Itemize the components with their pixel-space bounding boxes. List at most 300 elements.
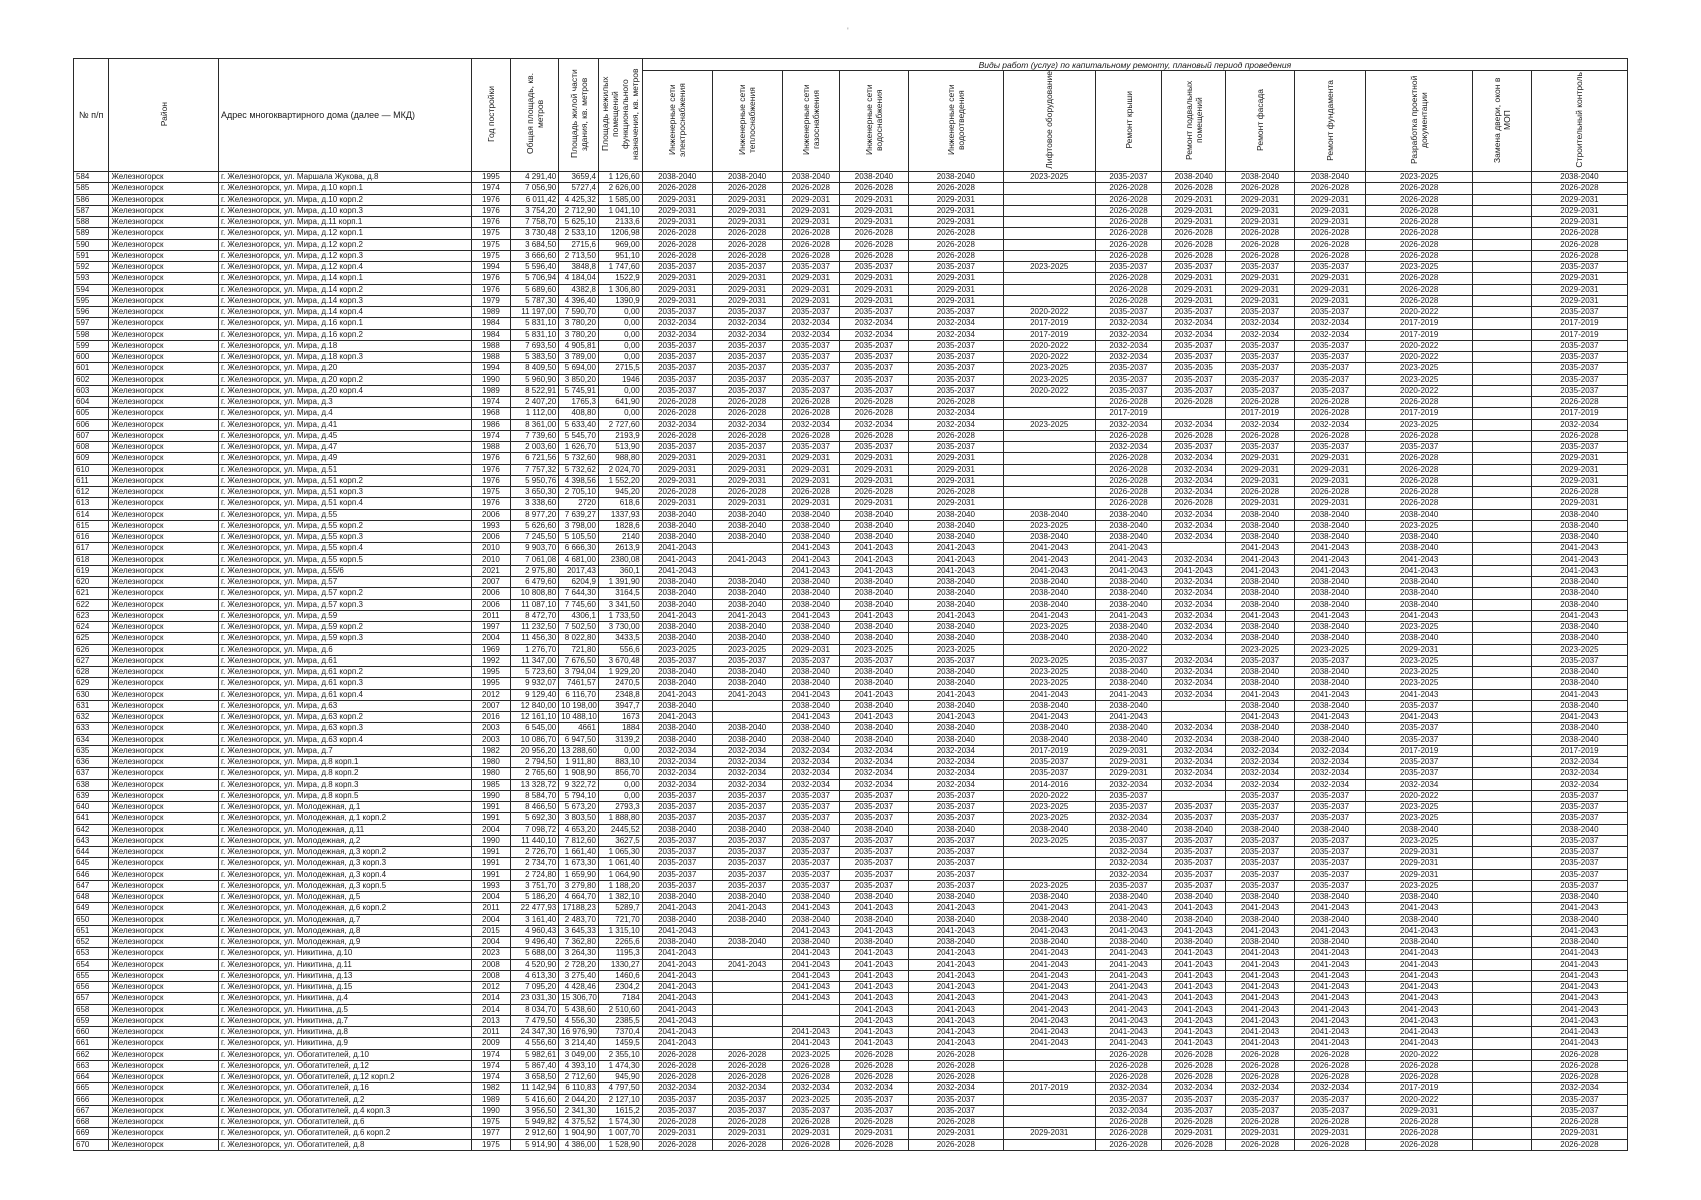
cell-nonresidential-area: 1 061,40: [598, 858, 642, 869]
cell-nonresidential-area: 3947,7: [598, 700, 642, 711]
cell-sewerage-networks: 2041-2043: [908, 982, 1003, 993]
cell-facade-repair: 2035-2037: [1226, 442, 1295, 453]
table-row: [74, 543, 1628, 554]
cell-heating-networks: 2032-2034: [712, 419, 782, 430]
cell-total-area: 5 787,30: [511, 295, 559, 306]
cell-mop-doors-windows: [1473, 273, 1531, 284]
cell-design-documentation: 2038-2040: [1365, 892, 1472, 903]
cell-address: г. Железногорск, ул. Мира, д.20 корп.4: [219, 385, 472, 396]
cell-construction-control: 2032-2034: [1531, 779, 1627, 790]
cell-address: г. Железногорск, ул. Мира, д.55 корп.3: [219, 532, 472, 543]
cell-electricity-networks: 2038-2040: [642, 172, 712, 183]
cell-mop-doors-windows: [1473, 925, 1531, 936]
cell-foundation-repair: 2035-2037: [1294, 1105, 1365, 1116]
cell-facade-repair: 2038-2040: [1226, 667, 1295, 678]
cell-roof-repair: 2032-2034: [1095, 1083, 1162, 1094]
cell-elevator-equipment: 2023-2025: [1003, 419, 1095, 430]
cell-year-built: 1974: [471, 1049, 511, 1060]
cell-gas-networks: 2035-2037: [782, 655, 839, 666]
cell-gas-networks: 2032-2034: [782, 329, 839, 340]
cell-roof-repair: 2032-2034: [1095, 352, 1162, 363]
cell-heating-networks: 2029-2031: [712, 475, 782, 486]
cell-district: Железногорск: [109, 655, 219, 666]
cell-basement-repair: 2032-2034: [1162, 678, 1226, 689]
cell-elevator-equipment: 2020-2022: [1003, 307, 1095, 318]
cell-gas-networks: 2032-2034: [782, 745, 839, 756]
cell-elevator-equipment: 2020-2022: [1003, 340, 1095, 351]
cell-district: Железногорск: [109, 622, 219, 633]
cell-elevator-equipment: [1003, 408, 1095, 419]
cell-living-area: 4382,8: [559, 284, 599, 295]
cell-gas-networks: 2038-2040: [782, 892, 839, 903]
cell-row-number: 642: [74, 824, 109, 835]
cell-sewerage-networks: 2038-2040: [908, 824, 1003, 835]
cell-living-area: 2 533,10: [559, 228, 599, 239]
cell-row-number: 627: [74, 655, 109, 666]
cell-water-supply-networks: 2029-2031: [839, 475, 908, 486]
cell-address: г. Железногорск, ул. Никитина, д.10: [219, 948, 472, 959]
cell-design-documentation: 2026-2028: [1365, 250, 1472, 261]
cell-living-area: 4 398,56: [559, 475, 599, 486]
cell-district: Железногорск: [109, 487, 219, 498]
cell-row-number: 620: [74, 577, 109, 588]
cell-foundation-repair: 2041-2043: [1294, 959, 1365, 970]
cell-total-area: 8 472,70: [511, 610, 559, 621]
cell-construction-control: 2038-2040: [1531, 700, 1627, 711]
cell-roof-repair: 2041-2043: [1095, 948, 1162, 959]
cell-total-area: 5 383,50: [511, 352, 559, 363]
cell-electricity-networks: 2032-2034: [642, 329, 712, 340]
cell-sewerage-networks: 2041-2043: [908, 1015, 1003, 1026]
cell-water-supply-networks: 2029-2031: [839, 464, 908, 475]
cell-mop-doors-windows: [1473, 543, 1531, 554]
cell-district: Железногорск: [109, 1094, 219, 1105]
cell-nonresidential-area: 1828,6: [598, 520, 642, 531]
cell-elevator-equipment: 2041-2043: [1003, 948, 1095, 959]
cell-elevator-equipment: 2038-2040: [1003, 700, 1095, 711]
cell-mop-doors-windows: [1473, 1083, 1531, 1094]
cell-construction-control: 2041-2043: [1531, 982, 1627, 993]
cell-heating-networks: [712, 565, 782, 576]
cell-living-area: 3 645,33: [559, 925, 599, 936]
cell-sewerage-networks: 2041-2043: [908, 959, 1003, 970]
cell-row-number: 613: [74, 498, 109, 509]
cell-nonresidential-area: 0,00: [598, 745, 642, 756]
cell-electricity-networks: 2041-2043: [642, 610, 712, 621]
cell-basement-repair: 2026-2028: [1162, 183, 1226, 194]
cell-total-area: 4 291,40: [511, 172, 559, 183]
cell-total-area: 12 161,10: [511, 712, 559, 723]
cell-total-area: 5 950,76: [511, 475, 559, 486]
cell-construction-control: 2026-2028: [1531, 1072, 1627, 1083]
cell-mop-doors-windows: [1473, 970, 1531, 981]
cell-roof-repair: 2041-2043: [1095, 689, 1162, 700]
cell-design-documentation: 2023-2025: [1365, 835, 1472, 846]
cell-basement-repair: 2035-2037: [1162, 880, 1226, 891]
cell-construction-control: 2029-2031: [1531, 217, 1627, 228]
cell-district: Железногорск: [109, 318, 219, 329]
cell-roof-repair: 2035-2037: [1095, 880, 1162, 891]
table-row: [74, 689, 1628, 700]
cell-district: Железногорск: [109, 824, 219, 835]
cell-gas-networks: 2026-2028: [782, 397, 839, 408]
cell-district: Железногорск: [109, 667, 219, 678]
cell-design-documentation: 2038-2040: [1365, 599, 1472, 610]
cell-facade-repair: 2026-2028: [1226, 1049, 1295, 1060]
cell-nonresidential-area: 1 552,20: [598, 475, 642, 486]
cell-gas-networks: 2029-2031: [782, 644, 839, 655]
cell-water-supply-networks: 2026-2028: [839, 1049, 908, 1060]
cell-row-number: 651: [74, 925, 109, 936]
cell-design-documentation: 2026-2028: [1365, 239, 1472, 250]
cell-nonresidential-area: 883,10: [598, 757, 642, 768]
cell-electricity-networks: 2035-2037: [642, 262, 712, 273]
cell-heating-networks: 2035-2037: [712, 790, 782, 801]
cell-sewerage-networks: 2041-2043: [908, 1027, 1003, 1038]
cell-district: Железногорск: [109, 802, 219, 813]
cell-district: Железногорск: [109, 1105, 219, 1116]
cell-water-supply-networks: 2041-2043: [839, 993, 908, 1004]
cell-water-supply-networks: 2035-2037: [839, 813, 908, 824]
cell-address: г. Железногорск, ул. Мира, д.10 корп.3: [219, 205, 472, 216]
cell-living-area: 1 904,90: [559, 1128, 599, 1139]
cell-design-documentation: 2029-2031: [1365, 1105, 1472, 1116]
cell-roof-repair: 2035-2037: [1095, 262, 1162, 273]
cell-basement-repair: 2029-2031: [1162, 273, 1226, 284]
cell-design-documentation: 2023-2025: [1365, 520, 1472, 531]
cell-heating-networks: 2038-2040: [712, 520, 782, 531]
cell-total-area: 8 409,50: [511, 363, 559, 374]
cell-basement-repair: [1162, 644, 1226, 655]
cell-total-area: 8 977,20: [511, 509, 559, 520]
cell-year-built: 1974: [471, 430, 511, 441]
cell-design-documentation: 2041-2043: [1365, 689, 1472, 700]
table-row: [74, 847, 1628, 858]
cell-basement-repair: 2032-2034: [1162, 599, 1226, 610]
cell-nonresidential-area: 1 382,10: [598, 892, 642, 903]
cell-gas-networks: 2038-2040: [782, 734, 839, 745]
cell-elevator-equipment: [1003, 858, 1095, 869]
cell-living-area: 2 728,20: [559, 959, 599, 970]
cell-basement-repair: 2035-2037: [1162, 1105, 1226, 1116]
cell-foundation-repair: 2038-2040: [1294, 588, 1365, 599]
cell-electricity-networks: 2026-2028: [642, 1139, 712, 1150]
cell-nonresidential-area: 1522,9: [598, 273, 642, 284]
cell-elevator-equipment: [1003, 217, 1095, 228]
table-row: [74, 1038, 1628, 1049]
cell-facade-repair: 2041-2043: [1226, 1027, 1295, 1038]
cell-mop-doors-windows: [1473, 937, 1531, 948]
cell-water-supply-networks: 2041-2043: [839, 610, 908, 621]
cell-address: г. Железногорск, ул. Мира, д.20 корп.2: [219, 374, 472, 385]
cell-design-documentation: 2023-2025: [1365, 363, 1472, 374]
cell-water-supply-networks: 2038-2040: [839, 520, 908, 531]
cell-year-built: 2006: [471, 532, 511, 543]
cell-elevator-equipment: 2017-2019: [1003, 745, 1095, 756]
table-row: [74, 273, 1628, 284]
cell-construction-control: 2026-2028: [1531, 1139, 1627, 1150]
cell-nonresidential-area: 2348,8: [598, 689, 642, 700]
cell-roof-repair: 2026-2028: [1095, 1060, 1162, 1071]
cell-mop-doors-windows: [1473, 802, 1531, 813]
cell-sewerage-networks: 2038-2040: [908, 633, 1003, 644]
cell-gas-networks: 2041-2043: [782, 948, 839, 959]
cell-address: г. Железногорск, ул. Никитина, д.11: [219, 959, 472, 970]
table-row: [74, 172, 1628, 183]
cell-mop-doors-windows: [1473, 577, 1531, 588]
cell-roof-repair: 2026-2028: [1095, 397, 1162, 408]
cell-elevator-equipment: 2038-2040: [1003, 892, 1095, 903]
cell-total-area: 8 034,70: [511, 1004, 559, 1015]
cell-facade-repair: 2038-2040: [1226, 824, 1295, 835]
cell-total-area: 5 688,00: [511, 948, 559, 959]
cell-year-built: 1975: [471, 228, 511, 239]
cell-roof-repair: 2038-2040: [1095, 734, 1162, 745]
cell-total-area: 11 347,00: [511, 655, 559, 666]
cell-gas-networks: 2038-2040: [782, 532, 839, 543]
table-row: [74, 914, 1628, 925]
capital-repair-table-sheet: [73, 58, 1628, 1151]
cell-roof-repair: 2038-2040: [1095, 520, 1162, 531]
cell-elevator-equipment: [1003, 273, 1095, 284]
cell-electricity-networks: 2026-2028: [642, 430, 712, 441]
cell-design-documentation: 2020-2022: [1365, 1094, 1472, 1105]
cell-year-built: 2021: [471, 565, 511, 576]
cell-living-area: 3659,4: [559, 172, 599, 183]
cell-electricity-networks: 2041-2043: [642, 1027, 712, 1038]
cell-basement-repair: 2026-2028: [1162, 1060, 1226, 1071]
cell-address: г. Железногорск, ул. Мира, д.51 корп.2: [219, 475, 472, 486]
table-row: [74, 442, 1628, 453]
cell-water-supply-networks: 2038-2040: [839, 599, 908, 610]
cell-electricity-networks: 2038-2040: [642, 937, 712, 948]
cell-water-supply-networks: 2038-2040: [839, 892, 908, 903]
cell-mop-doors-windows: [1473, 959, 1531, 970]
cell-sewerage-networks: 2038-2040: [908, 172, 1003, 183]
cell-nonresidential-area: 0,00: [598, 318, 642, 329]
cell-gas-networks: 2029-2031: [782, 1128, 839, 1139]
cell-mop-doors-windows: [1473, 1117, 1531, 1128]
cell-row-number: 664: [74, 1072, 109, 1083]
cell-address: г. Железногорск, ул. Мира, д.55: [219, 509, 472, 520]
cell-water-supply-networks: 2038-2040: [839, 633, 908, 644]
cell-electricity-networks: 2035-2037: [642, 374, 712, 385]
cell-electricity-networks: 2035-2037: [642, 880, 712, 891]
cell-sewerage-networks: 2029-2031: [908, 295, 1003, 306]
cell-roof-repair: 2032-2034: [1095, 340, 1162, 351]
cell-roof-repair: 2038-2040: [1095, 723, 1162, 734]
cell-foundation-repair: 2035-2037: [1294, 374, 1365, 385]
cell-roof-repair: 2032-2034: [1095, 813, 1162, 824]
cell-total-area: 2 765,60: [511, 768, 559, 779]
cell-row-number: 595: [74, 295, 109, 306]
cell-design-documentation: 2020-2022: [1365, 790, 1472, 801]
cell-roof-repair: 2026-2028: [1095, 453, 1162, 464]
header-col-18: Замена двери, окон в МОП: [1473, 71, 1531, 172]
cell-construction-control: 2017-2019: [1531, 408, 1627, 419]
cell-foundation-repair: 2038-2040: [1294, 937, 1365, 948]
cell-living-area: 15 306,70: [559, 993, 599, 1004]
cell-address: г. Железногорск, ул. Обогатителей, д.12: [219, 1060, 472, 1071]
cell-sewerage-networks: 2035-2037: [908, 790, 1003, 801]
cell-nonresidential-area: 5289,7: [598, 903, 642, 914]
cell-nonresidential-area: 1 391,90: [598, 577, 642, 588]
cell-construction-control: 2038-2040: [1531, 509, 1627, 520]
cell-elevator-equipment: 2041-2043: [1003, 959, 1095, 970]
cell-roof-repair: 2032-2034: [1095, 1105, 1162, 1116]
cell-heating-networks: 2026-2028: [712, 430, 782, 441]
cell-mop-doors-windows: [1473, 239, 1531, 250]
cell-mop-doors-windows: [1473, 520, 1531, 531]
cell-year-built: 1974: [471, 1072, 511, 1083]
table-row: [74, 790, 1628, 801]
cell-construction-control: 2038-2040: [1531, 172, 1627, 183]
cell-district: Железногорск: [109, 374, 219, 385]
cell-district: Железногорск: [109, 250, 219, 261]
cell-living-area: 4 393,10: [559, 1060, 599, 1071]
cell-foundation-repair: 2041-2043: [1294, 982, 1365, 993]
cell-basement-repair: 2029-2031: [1162, 194, 1226, 205]
cell-district: Железногорск: [109, 430, 219, 441]
cell-water-supply-networks: 2029-2031: [839, 284, 908, 295]
cell-electricity-networks: 2023-2025: [642, 644, 712, 655]
cell-foundation-repair: 2032-2034: [1294, 318, 1365, 329]
cell-living-area: 7 812,60: [559, 835, 599, 846]
cell-district: Железногорск: [109, 464, 219, 475]
cell-total-area: 11 197,00: [511, 307, 559, 318]
cell-living-area: 7 590,70: [559, 307, 599, 318]
cell-foundation-repair: 2038-2040: [1294, 599, 1365, 610]
cell-mop-doors-windows: [1473, 1094, 1531, 1105]
cell-gas-networks: 2035-2037: [782, 374, 839, 385]
cell-district: Железногорск: [109, 678, 219, 689]
cell-heating-networks: 2029-2031: [712, 194, 782, 205]
cell-living-area: 3 780,20: [559, 329, 599, 340]
cell-water-supply-networks: 2032-2034: [839, 318, 908, 329]
cell-heating-networks: 2035-2037: [712, 262, 782, 273]
cell-heating-networks: 2029-2031: [712, 453, 782, 464]
cell-district: Железногорск: [109, 745, 219, 756]
cell-heating-networks: 2035-2037: [712, 802, 782, 813]
cell-sewerage-networks: 2038-2040: [908, 937, 1003, 948]
cell-foundation-repair: 2038-2040: [1294, 622, 1365, 633]
table-row: [74, 307, 1628, 318]
cell-electricity-networks: 2029-2031: [642, 205, 712, 216]
cell-gas-networks: 2038-2040: [782, 914, 839, 925]
cell-gas-networks: 2041-2043: [782, 712, 839, 723]
cell-roof-repair: 2041-2043: [1095, 970, 1162, 981]
cell-mop-doors-windows: [1473, 194, 1531, 205]
cell-foundation-repair: 2032-2034: [1294, 329, 1365, 340]
cell-row-number: 645: [74, 858, 109, 869]
cell-mop-doors-windows: [1473, 813, 1531, 824]
cell-foundation-repair: 2035-2037: [1294, 1094, 1365, 1105]
cell-row-number: 663: [74, 1060, 109, 1071]
cell-construction-control: 2026-2028: [1531, 397, 1627, 408]
cell-heating-networks: 2026-2028: [712, 228, 782, 239]
cell-address: г. Железногорск, ул. Мира, д.45: [219, 430, 472, 441]
cell-construction-control: 2032-2034: [1531, 768, 1627, 779]
cell-construction-control: 2041-2043: [1531, 543, 1627, 554]
cell-roof-repair: 2035-2037: [1095, 1094, 1162, 1105]
cell-electricity-networks: 2038-2040: [642, 824, 712, 835]
cell-living-area: 5 745,91: [559, 385, 599, 396]
cell-roof-repair: 2038-2040: [1095, 509, 1162, 520]
cell-mop-doors-windows: [1473, 712, 1531, 723]
cell-nonresidential-area: 1 064,90: [598, 869, 642, 880]
cell-year-built: 1974: [471, 397, 511, 408]
cell-total-area: 5 626,60: [511, 520, 559, 531]
cell-foundation-repair: 2032-2034: [1294, 757, 1365, 768]
cell-facade-repair: 2026-2028: [1226, 239, 1295, 250]
cell-total-area: 11 440,10: [511, 835, 559, 846]
cell-water-supply-networks: 2035-2037: [839, 835, 908, 846]
cell-foundation-repair: 2023-2025: [1294, 644, 1365, 655]
cell-electricity-networks: 2041-2043: [642, 903, 712, 914]
cell-row-number: 605: [74, 408, 109, 419]
cell-address: г. Железногорск, ул. Мира, д.51: [219, 464, 472, 475]
cell-water-supply-networks: 2038-2040: [839, 509, 908, 520]
cell-row-number: 609: [74, 453, 109, 464]
cell-roof-repair: 2026-2028: [1095, 1072, 1162, 1083]
cell-row-number: 603: [74, 385, 109, 396]
cell-row-number: 658: [74, 1004, 109, 1015]
cell-basement-repair: 2032-2034: [1162, 532, 1226, 543]
cell-row-number: 661: [74, 1038, 109, 1049]
cell-year-built: 2004: [471, 633, 511, 644]
cell-elevator-equipment: 2041-2043: [1003, 689, 1095, 700]
cell-foundation-repair: 2026-2028: [1294, 1139, 1365, 1150]
cell-nonresidential-area: 2 127,10: [598, 1094, 642, 1105]
cell-living-area: 5 438,60: [559, 1004, 599, 1015]
cell-district: Железногорск: [109, 363, 219, 374]
cell-construction-control: 2041-2043: [1531, 959, 1627, 970]
cell-living-area: 6 666,30: [559, 543, 599, 554]
cell-gas-networks: 2023-2025: [782, 1049, 839, 1060]
cell-elevator-equipment: 2041-2043: [1003, 610, 1095, 621]
cell-heating-networks: 2035-2037: [712, 363, 782, 374]
cell-heating-networks: 2029-2031: [712, 498, 782, 509]
cell-design-documentation: 2041-2043: [1365, 1015, 1472, 1026]
cell-mop-doors-windows: [1473, 498, 1531, 509]
cell-foundation-repair: 2032-2034: [1294, 419, 1365, 430]
cell-facade-repair: 2038-2040: [1226, 914, 1295, 925]
cell-foundation-repair: 2041-2043: [1294, 610, 1365, 621]
header-col-9: Инженерные сети газоснабжения: [782, 71, 839, 172]
table-row: [74, 903, 1628, 914]
cell-basement-repair: 2032-2034: [1162, 768, 1226, 779]
cell-living-area: 7 644,30: [559, 588, 599, 599]
cell-facade-repair: 2035-2037: [1226, 655, 1295, 666]
cell-construction-control: 2026-2028: [1531, 239, 1627, 250]
cell-roof-repair: 2038-2040: [1095, 914, 1162, 925]
cell-row-number: 590: [74, 239, 109, 250]
cell-mop-doors-windows: [1473, 1060, 1531, 1071]
table-row: [74, 453, 1628, 464]
cell-heating-networks: 2038-2040: [712, 914, 782, 925]
cell-nonresidential-area: 0,00: [598, 790, 642, 801]
cell-gas-networks: 2038-2040: [782, 588, 839, 599]
cell-water-supply-networks: 2026-2028: [839, 228, 908, 239]
cell-district: Железногорск: [109, 847, 219, 858]
cell-mop-doors-windows: [1473, 689, 1531, 700]
cell-construction-control: 2029-2031: [1531, 464, 1627, 475]
cell-design-documentation: 2023-2025: [1365, 622, 1472, 633]
header-col-1: Район: [109, 59, 219, 172]
cell-water-supply-networks: 2026-2028: [839, 1072, 908, 1083]
cell-elevator-equipment: 2038-2040: [1003, 937, 1095, 948]
cell-sewerage-networks: 2035-2037: [908, 340, 1003, 351]
